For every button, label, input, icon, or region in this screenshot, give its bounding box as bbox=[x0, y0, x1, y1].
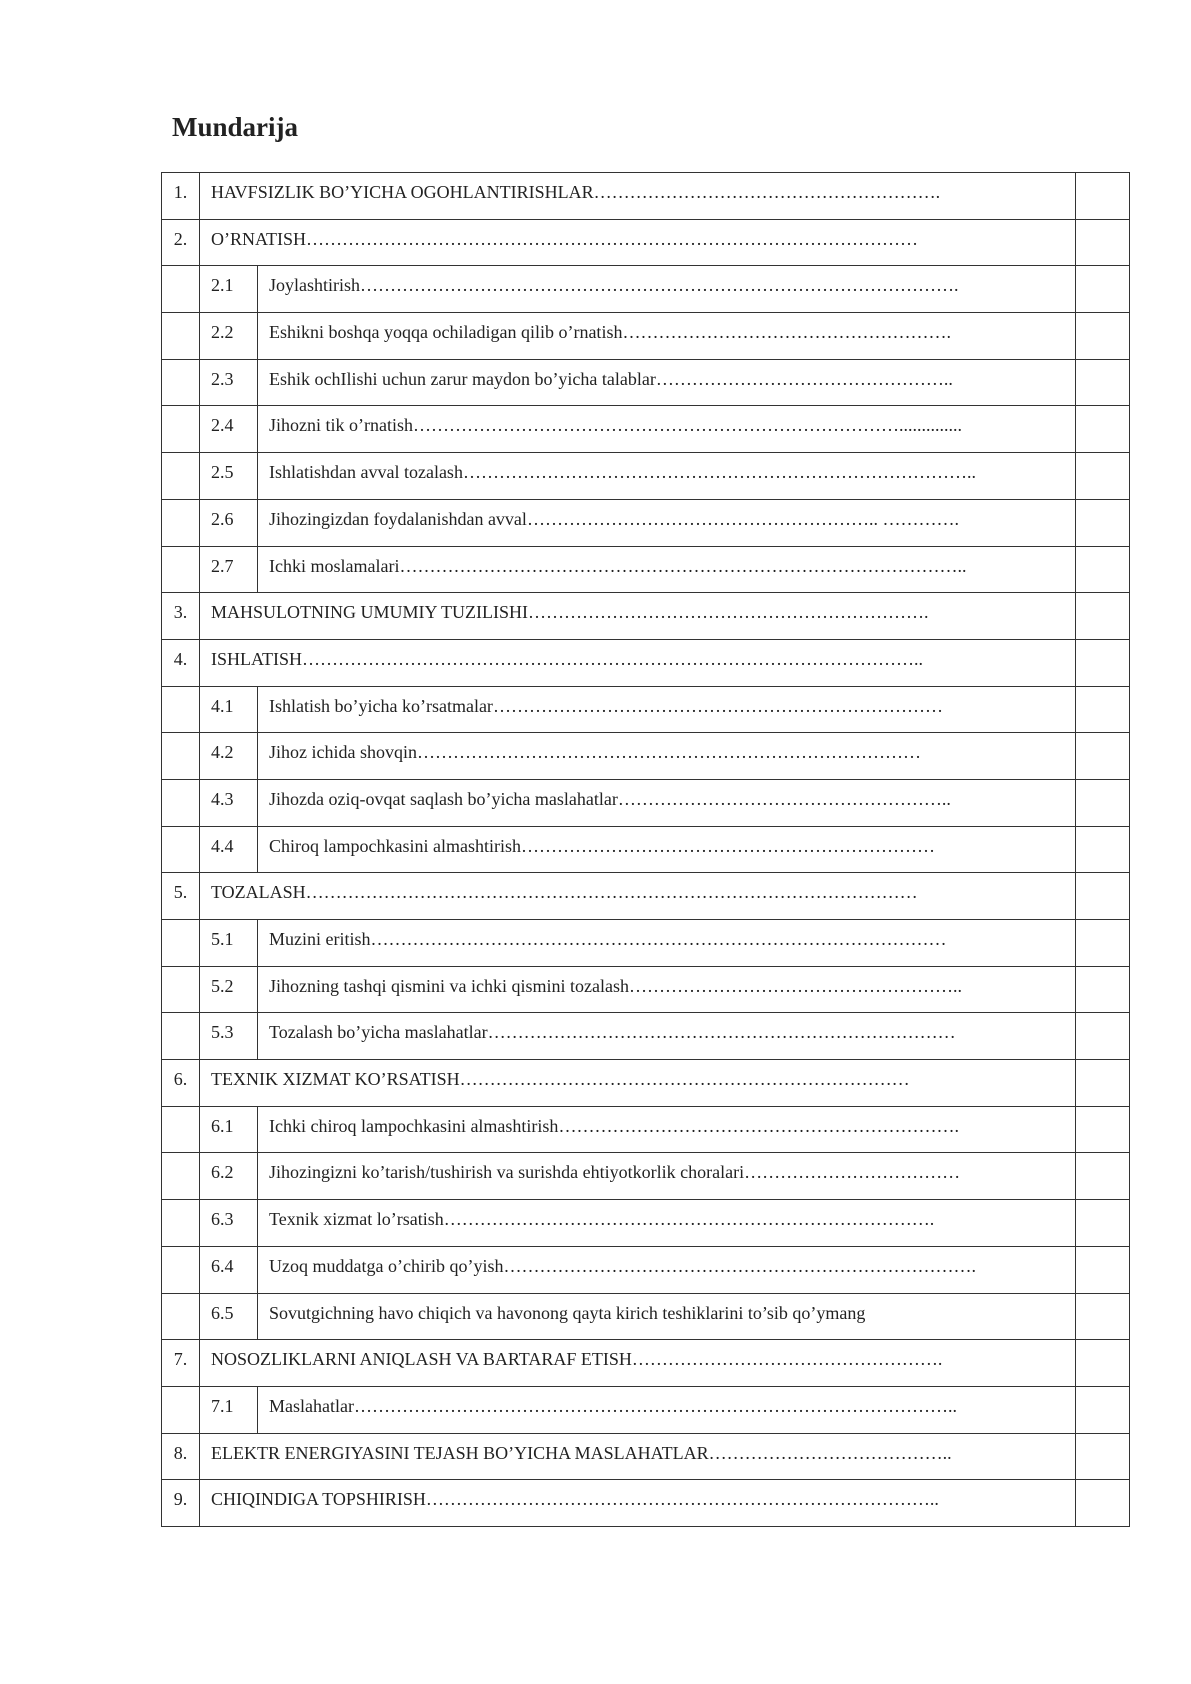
toc-subsection-row bbox=[162, 1293, 1130, 1340]
toc-section-number: 1. bbox=[162, 173, 200, 220]
toc-page-number-cell bbox=[1076, 1106, 1130, 1153]
toc-subsection-number: 2.1 bbox=[200, 266, 258, 313]
toc-subsection-number: 6.5 bbox=[200, 1293, 258, 1340]
toc-table bbox=[161, 172, 1130, 1527]
toc-subsection-row bbox=[162, 546, 1130, 593]
toc-section-number: 8. bbox=[162, 1433, 200, 1480]
toc-dot-leader: ………………………………………………….. …………. bbox=[526, 508, 959, 529]
toc-subsection-number: 6.1 bbox=[200, 1106, 258, 1153]
toc-indent-cell bbox=[162, 359, 200, 406]
toc-subsection-number: 7.1 bbox=[200, 1386, 258, 1433]
toc-entry-title bbox=[258, 1246, 1076, 1293]
toc-dot-leader: ………………………………………………………………………………………. bbox=[360, 275, 959, 296]
toc-dot-leader: …………………………………………………………. bbox=[527, 602, 929, 623]
toc-dot-leader: ……………………………………………. bbox=[631, 1349, 943, 1370]
toc-page-number-cell bbox=[1076, 686, 1130, 733]
toc-page-number-cell bbox=[1076, 219, 1130, 266]
toc-page-number-cell bbox=[1076, 499, 1130, 546]
toc-subsection-number: 2.3 bbox=[200, 359, 258, 406]
page-title: Mundarija bbox=[172, 112, 299, 142]
toc-indent-cell bbox=[162, 453, 200, 500]
toc-dot-leader: …………………………………………………………………………………… bbox=[370, 929, 947, 949]
toc-subsection-row bbox=[162, 406, 1130, 453]
toc-page-number-cell bbox=[1076, 1340, 1130, 1387]
toc-page-number-cell bbox=[1076, 1246, 1130, 1293]
toc-entry-title bbox=[258, 1293, 1076, 1340]
toc-dot-leader: ………………………………………………………………… bbox=[492, 695, 943, 716]
toc-indent-cell bbox=[162, 966, 200, 1013]
toc-dot-leader: …………………………………………………………… bbox=[520, 835, 935, 856]
toc-subsection-row bbox=[162, 966, 1130, 1013]
toc-subsection-row bbox=[162, 1246, 1130, 1293]
toc-indent-cell bbox=[162, 546, 200, 593]
toc-entry-title bbox=[258, 779, 1076, 826]
toc-dot-leader: ……………………………… bbox=[744, 1162, 961, 1183]
toc-page-number-cell bbox=[1076, 406, 1130, 453]
toc-entry-text: Jihozni tik o’rnatish bbox=[269, 415, 413, 436]
toc-subsection-row bbox=[162, 1013, 1130, 1060]
toc-dot-leader: …………………………………………………………………… bbox=[487, 1022, 956, 1043]
toc-section-row bbox=[162, 173, 1130, 220]
toc-subsection-number: 6.4 bbox=[200, 1246, 258, 1293]
toc-entry-text: Ishlatishdan avval tozalash bbox=[269, 462, 463, 483]
toc-page-number-cell bbox=[1076, 920, 1130, 967]
toc-section-row bbox=[162, 1480, 1130, 1527]
toc-subsection-number: 5.1 bbox=[200, 920, 258, 967]
toc-subsection-row bbox=[162, 453, 1130, 500]
toc-entry-text: Ichki moslamalari bbox=[269, 555, 400, 576]
toc-page-number-cell bbox=[1076, 359, 1130, 406]
toc-entry-text: Jihozda oziq-ovqat saqlash bo’yicha maslahatlar bbox=[269, 788, 618, 809]
toc-page-number-cell bbox=[1076, 173, 1130, 220]
toc-subsection-number: 6.3 bbox=[200, 1200, 258, 1247]
toc-indent-cell bbox=[162, 313, 200, 360]
toc-entry-title bbox=[200, 1480, 1076, 1527]
toc-entry-text: Jihozingizni ko’tarish/tushirish va surishda ehtiyotkorlik choralari bbox=[269, 1162, 745, 1183]
toc-dot-leader: …………………………………………………. bbox=[593, 182, 941, 202]
toc-dot-leader: ……………………………………………………………………………………….. bbox=[353, 1395, 957, 1416]
toc-entry-title bbox=[258, 266, 1076, 313]
toc-section-number: 4. bbox=[162, 639, 200, 686]
toc-subsection-row bbox=[162, 920, 1130, 967]
toc-entry-title bbox=[200, 173, 1076, 220]
toc-entry-title bbox=[258, 826, 1076, 873]
toc-dot-leader: ……………………………………………….. bbox=[628, 975, 962, 996]
toc-entry-text: Jihoz ichida shovqin bbox=[269, 742, 417, 763]
toc-entry-text: TEXNIK XIZMAT KO’RSATISH bbox=[211, 1069, 460, 1090]
toc-entry-title bbox=[258, 920, 1076, 967]
toc-page-number-cell bbox=[1076, 733, 1130, 780]
toc-dot-leader: ………………………………………………………………………………………… bbox=[306, 228, 919, 249]
toc-indent-cell bbox=[162, 733, 200, 780]
toc-page-number-cell bbox=[1076, 1060, 1130, 1107]
toc-subsection-number: 6.2 bbox=[200, 1153, 258, 1200]
toc-dot-leader: ………………………………………………………………………………………… bbox=[305, 882, 918, 903]
toc-section-number: 6. bbox=[162, 1060, 200, 1107]
toc-entry-text: Chiroq lampochkasini almashtirish bbox=[269, 835, 521, 856]
toc-entry-text: Joylashtirish bbox=[269, 275, 361, 296]
toc-subsection-number: 4.1 bbox=[200, 686, 258, 733]
toc-entry-title bbox=[200, 1433, 1076, 1480]
toc-entry-text: Jihozingizdan foydalanishdan avval bbox=[269, 508, 527, 529]
toc-subsection-number: 4.4 bbox=[200, 826, 258, 873]
toc-entry-title bbox=[258, 966, 1076, 1013]
toc-entry-text: TOZALASH bbox=[211, 882, 306, 903]
toc-entry-title bbox=[258, 1153, 1076, 1200]
toc-page-number-cell bbox=[1076, 1153, 1130, 1200]
toc-subsection-row bbox=[162, 686, 1130, 733]
toc-subsection-number: 4.3 bbox=[200, 779, 258, 826]
toc-dot-leader: ……………………………………………………………………….............. bbox=[412, 415, 962, 436]
toc-subsection-number: 2.2 bbox=[200, 313, 258, 360]
toc-section-row bbox=[162, 593, 1130, 640]
toc-indent-cell bbox=[162, 406, 200, 453]
toc-subsection-number: 5.2 bbox=[200, 966, 258, 1013]
toc-subsection-row bbox=[162, 733, 1130, 780]
toc-indent-cell bbox=[162, 1013, 200, 1060]
toc-page-number-cell bbox=[1076, 1293, 1130, 1340]
toc-section-row bbox=[162, 873, 1130, 920]
toc-subsection-number: 4.2 bbox=[200, 733, 258, 780]
toc-entry-text: Jihozning tashqi qismini va ichki qismini tozalash bbox=[269, 975, 629, 996]
toc-indent-cell bbox=[162, 686, 200, 733]
toc-subsection-number: 2.6 bbox=[200, 499, 258, 546]
toc-page-number-cell bbox=[1076, 1386, 1130, 1433]
toc-dot-leader: ………………………………………………………………………….. bbox=[425, 1489, 939, 1510]
toc-section-number: 7. bbox=[162, 1340, 200, 1387]
toc-subsection-row bbox=[162, 359, 1130, 406]
toc-entry-text: Maslahatlar bbox=[269, 1395, 354, 1416]
toc-entry-title bbox=[258, 686, 1076, 733]
toc-indent-cell bbox=[162, 499, 200, 546]
toc-page-number-cell bbox=[1076, 966, 1130, 1013]
toc-entry-text: O’RNATISH bbox=[211, 228, 307, 249]
toc-subsection-number: 2.4 bbox=[200, 406, 258, 453]
toc-entry-title bbox=[258, 359, 1076, 406]
toc-section-number: 3. bbox=[162, 593, 200, 640]
toc-section-row bbox=[162, 639, 1130, 686]
toc-indent-cell bbox=[162, 1200, 200, 1247]
toc-entry-text: Ishlatish bo’yicha ko’rsatmalar bbox=[269, 695, 493, 716]
toc-entry-text: ISHLATISH bbox=[211, 648, 303, 669]
toc-subsection-number: 2.5 bbox=[200, 453, 258, 500]
toc-dot-leader: ……………………………………………………………………. bbox=[503, 1255, 976, 1276]
toc-dot-leader: ………………………………………………. bbox=[622, 322, 951, 343]
toc-indent-cell bbox=[162, 1386, 200, 1433]
toc-page-number-cell bbox=[1076, 873, 1130, 920]
toc-indent-cell bbox=[162, 1293, 200, 1340]
toc-entry-text: Tozalash bo’yicha maslahatlar bbox=[269, 1022, 488, 1043]
toc-dot-leader: ………………………………………………………………………………………….. bbox=[302, 648, 924, 669]
toc-indent-cell bbox=[162, 826, 200, 873]
toc-dot-leader: ………………………………………………………………………. bbox=[443, 1209, 935, 1230]
toc-page-number-cell bbox=[1076, 1013, 1130, 1060]
toc-indent-cell bbox=[162, 1106, 200, 1153]
toc-entry-title bbox=[200, 1340, 1076, 1387]
toc-entry-title bbox=[200, 873, 1076, 920]
toc-dot-leader: ………………………………………………………………………….. bbox=[462, 462, 976, 483]
toc-subsection-number: 2.7 bbox=[200, 546, 258, 593]
toc-subsection-row bbox=[162, 779, 1130, 826]
toc-indent-cell bbox=[162, 1153, 200, 1200]
toc-dot-leader: ………………………………………………………………………… bbox=[416, 742, 921, 763]
toc-entry-title bbox=[200, 593, 1076, 640]
toc-page-number-cell bbox=[1076, 826, 1130, 873]
toc-section-number: 2. bbox=[162, 219, 200, 266]
toc-entry-text: Texnik xizmat lo’rsatish bbox=[269, 1209, 444, 1230]
toc-page-number-cell bbox=[1076, 266, 1130, 313]
toc-entry-title bbox=[258, 1386, 1076, 1433]
toc-entry-text: MAHSULOTNING UMUMIY TUZILISHI bbox=[211, 602, 528, 623]
toc-subsection-row bbox=[162, 1200, 1130, 1247]
toc-entry-text: Sovutgichning havo chiqich va havonong qayta kirich teshiklarini to’sib qo’ymang bbox=[269, 1302, 866, 1323]
toc-entry-text: HAVFSIZLIK BO’YICHA OGOHLANTIRISHLAR bbox=[211, 182, 594, 202]
toc-dot-leader: ……………………………………………….. bbox=[617, 788, 951, 809]
toc-page-number-cell bbox=[1076, 639, 1130, 686]
toc-page-number-cell bbox=[1076, 1433, 1130, 1480]
toc-section-row bbox=[162, 1340, 1130, 1387]
toc-subsection-row bbox=[162, 826, 1130, 873]
toc-dot-leader: ………………………………………….. bbox=[655, 368, 953, 389]
toc-subsection-row bbox=[162, 1106, 1130, 1153]
toc-entry-title bbox=[258, 313, 1076, 360]
toc-section-number: 9. bbox=[162, 1480, 200, 1527]
toc-entry-text: Eshikni boshqa yoqqa ochiladigan qilib o’rnatish bbox=[269, 322, 623, 343]
toc-indent-cell bbox=[162, 920, 200, 967]
toc-body bbox=[162, 173, 1130, 1527]
toc-section-number: 5. bbox=[162, 873, 200, 920]
toc-page-number-cell bbox=[1076, 1480, 1130, 1527]
toc-dot-leader: ………………………………………………………………… bbox=[459, 1069, 910, 1090]
toc-section-row bbox=[162, 1433, 1130, 1480]
toc-subsection-row bbox=[162, 266, 1130, 313]
toc-subsection-row bbox=[162, 1153, 1130, 1200]
toc-dot-leader: ………………………………………………………………………………….. bbox=[399, 555, 967, 576]
toc-page-number-cell bbox=[1076, 313, 1130, 360]
toc-dot-leader: ………………………………….. bbox=[708, 1442, 952, 1463]
toc-entry-title bbox=[200, 1060, 1076, 1107]
toc-entry-text: Ichki chiroq lampochkasini almashtirish bbox=[269, 1115, 559, 1136]
toc-entry-title bbox=[258, 453, 1076, 500]
toc-indent-cell bbox=[162, 266, 200, 313]
toc-entry-title bbox=[258, 1200, 1076, 1247]
toc-page-number-cell bbox=[1076, 779, 1130, 826]
toc-entry-text: Eshik ochIlishi uchun zarur maydon bo’yicha talablar bbox=[269, 368, 656, 389]
toc-page-number-cell bbox=[1076, 593, 1130, 640]
toc-page-number-cell bbox=[1076, 453, 1130, 500]
toc-entry-title bbox=[258, 1013, 1076, 1060]
toc-page-number-cell bbox=[1076, 546, 1130, 593]
toc-entry-text: CHIQINDIGA TOPSHIRISH bbox=[211, 1489, 426, 1510]
toc-subsection-row bbox=[162, 1386, 1130, 1433]
toc-indent-cell bbox=[162, 1246, 200, 1293]
toc-entry-text: NOSOZLIKLARNI ANIQLASH VA BARTARAF ETISH bbox=[211, 1349, 632, 1370]
toc-indent-cell bbox=[162, 779, 200, 826]
toc-subsection-number: 5.3 bbox=[200, 1013, 258, 1060]
toc-entry-title bbox=[258, 1106, 1076, 1153]
toc-entry-text: ELEKTR ENERGIYASINI TEJASH BO’YICHA MASLAHATLAR bbox=[211, 1442, 709, 1463]
toc-entry-title bbox=[258, 733, 1076, 780]
toc-subsection-row bbox=[162, 499, 1130, 546]
toc-section-row bbox=[162, 1060, 1130, 1107]
toc-entry-title bbox=[258, 499, 1076, 546]
toc-page-number-cell bbox=[1076, 1200, 1130, 1247]
toc-entry-title bbox=[258, 546, 1076, 593]
toc-entry-title bbox=[200, 639, 1076, 686]
toc-section-row bbox=[162, 219, 1130, 266]
toc-dot-leader: …………………………………………………………. bbox=[558, 1115, 959, 1136]
toc-entry-text: Muzini eritish bbox=[269, 929, 371, 949]
toc-entry-title bbox=[258, 406, 1076, 453]
toc-entry-text: Uzoq muddatga o’chirib qo’yish bbox=[269, 1255, 504, 1276]
toc-subsection-row bbox=[162, 313, 1130, 360]
toc-entry-title bbox=[200, 219, 1076, 266]
